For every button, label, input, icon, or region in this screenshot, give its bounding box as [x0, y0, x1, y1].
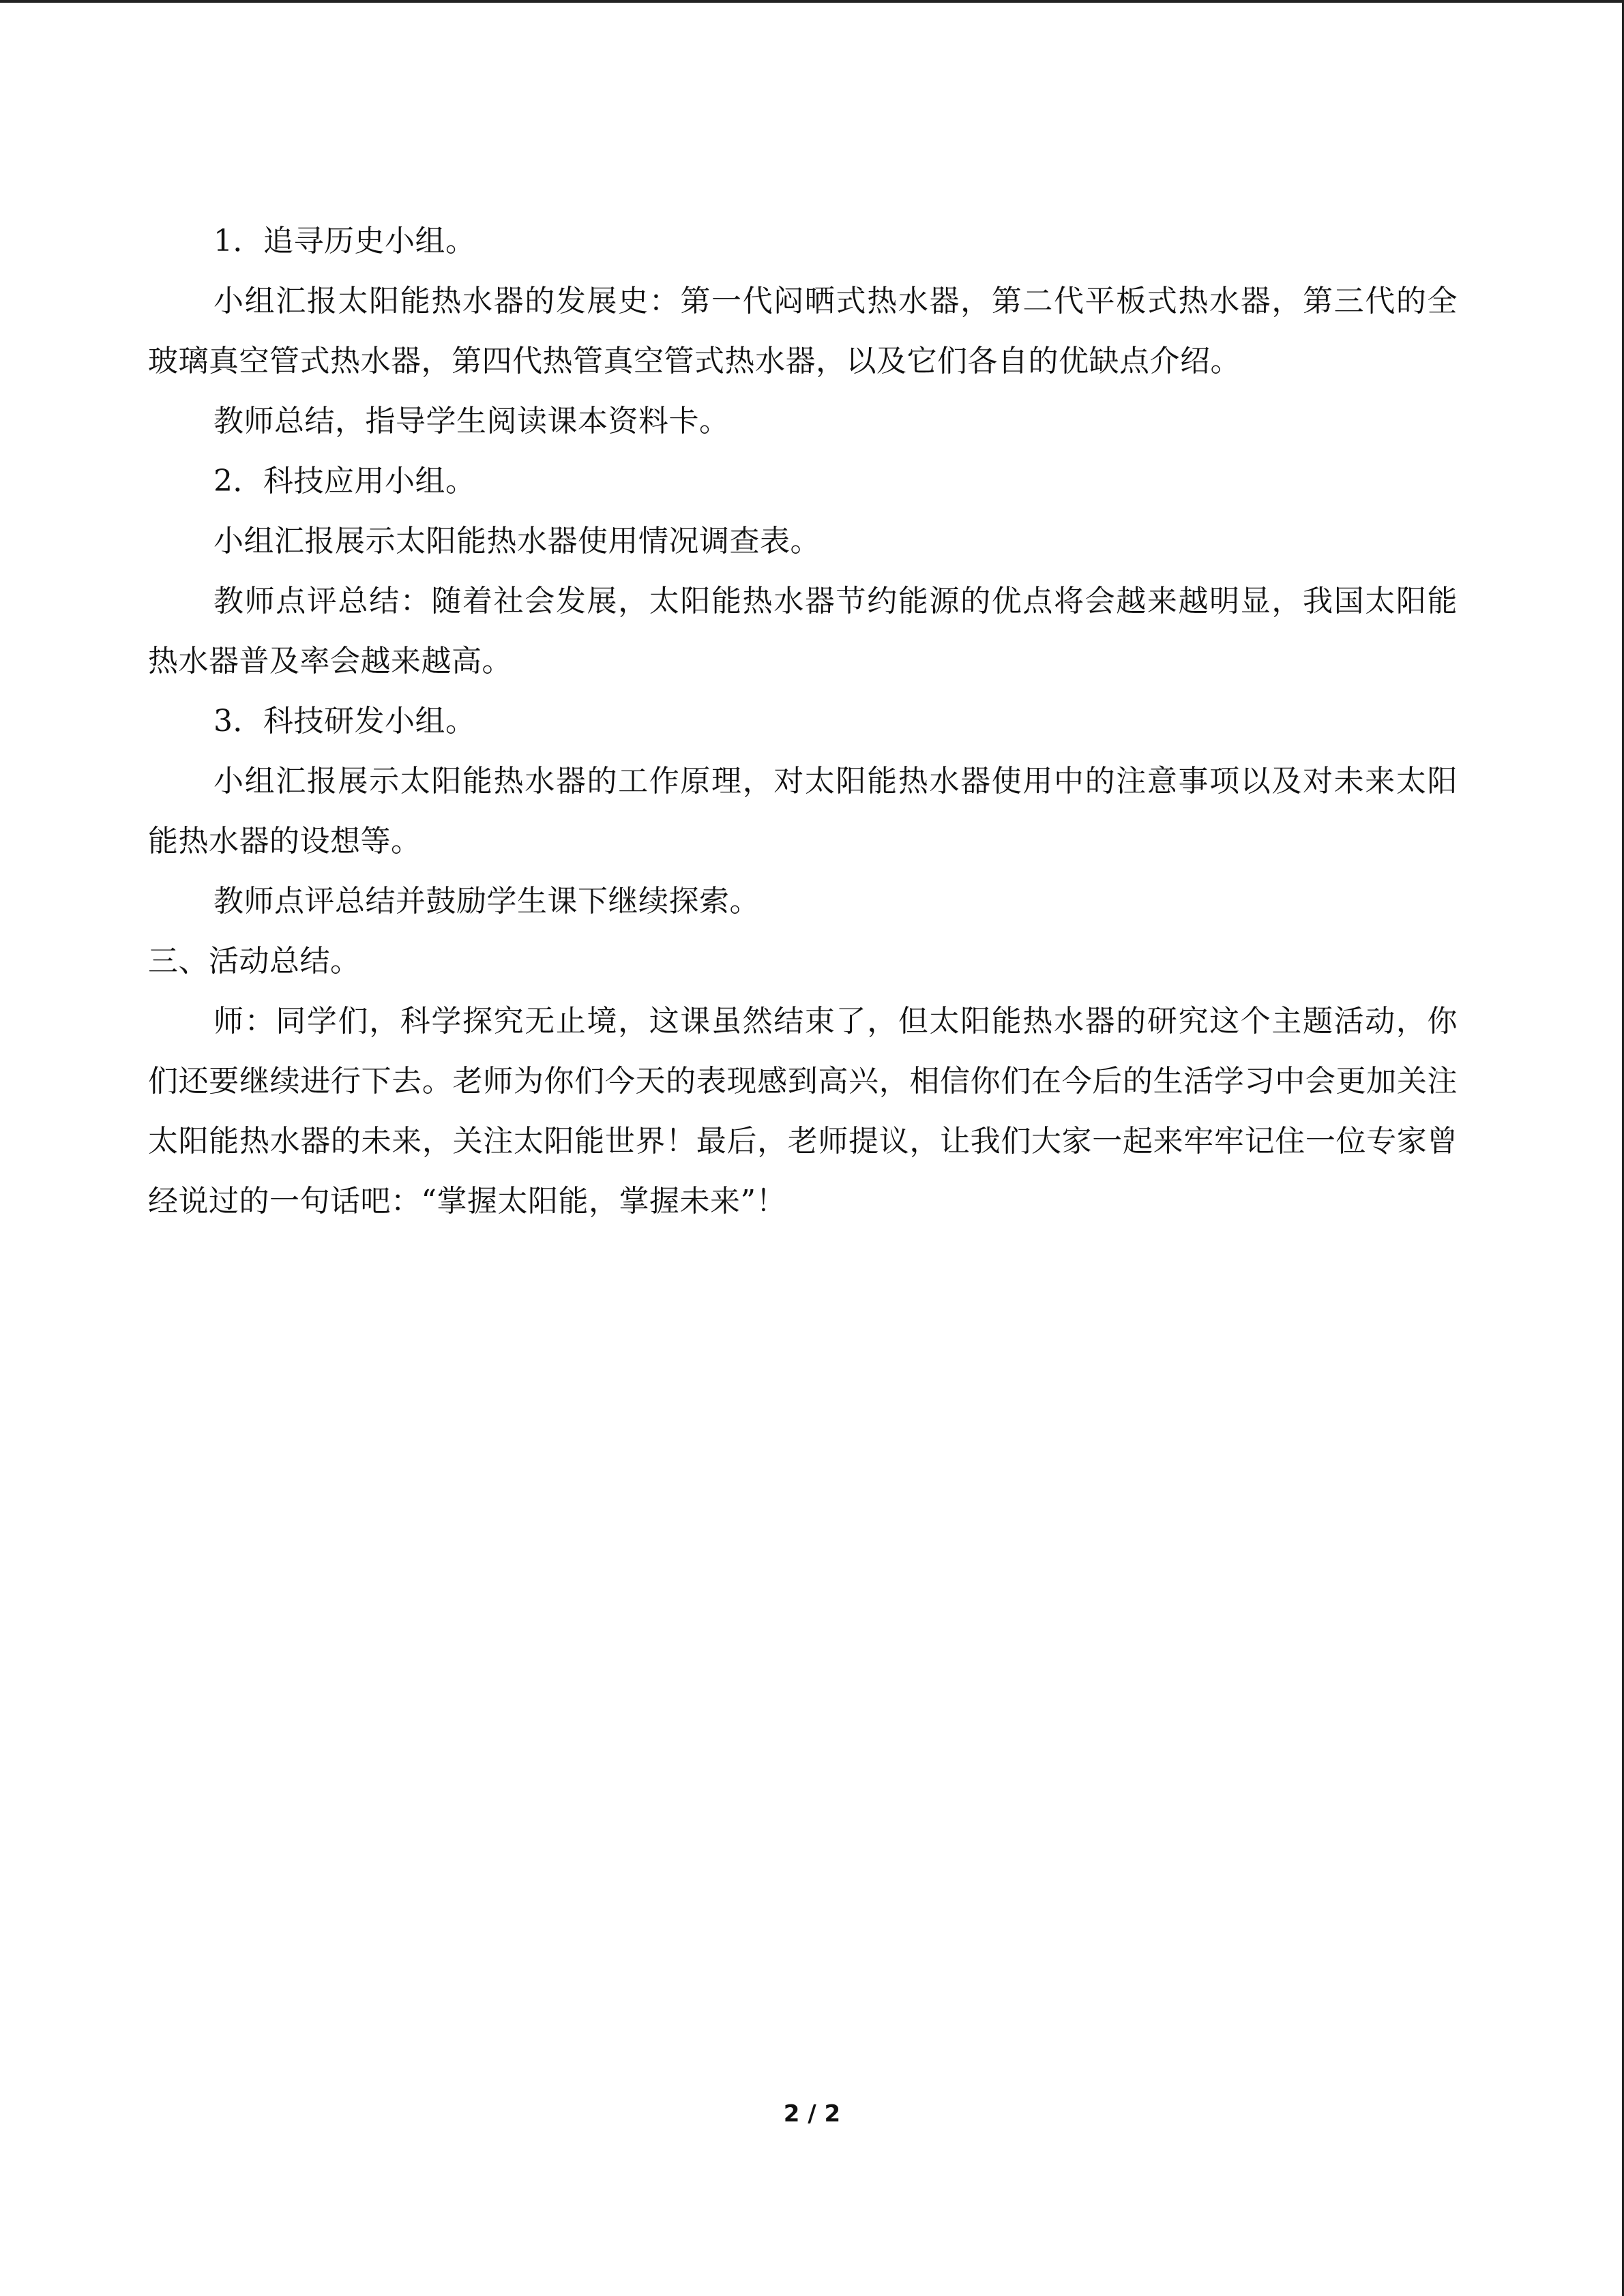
item-2-heading: 2．科技应用小组。	[213, 464, 476, 498]
item-2-teacher-summary: 教师点评总结：随着社会发展，太阳能热水器节约能源的优点将会越来越明显，我国太阳能热水器普及率会越来越高。	[148, 584, 1458, 679]
item-3-teacher-summary: 教师点评总结并鼓励学生课下继续探索。	[213, 884, 760, 919]
page-number: 2 / 2	[783, 2100, 841, 2128]
closing-remarks: 师：同学们，科学探究无止境，这课虽然结束了，但太阳能热水器的研究这个主题活动，你们还要继续进行下去。老师为你们今天的表现感到高兴，相信你们在今后的生活学习中会更加关注太阳能热水器的未来，关注太阳能世界！最后，老师提议，让我们大家一起来牢牢记住一位专家曾经说过的一句话吧：“掌握太阳能，掌握未来”！	[148, 1004, 1458, 1219]
item-1-heading: 1．追寻历史小组。	[213, 224, 476, 258]
item-3-report: 小组汇报展示太阳能热水器的工作原理，对太阳能热水器使用中的注意事项以及对未来太阳能热水器的设想等。	[148, 764, 1458, 859]
item-1-report: 小组汇报太阳能热水器的发展史：第一代闷晒式热水器，第二代平板式热水器，第三代的全玻璃真空管式热水器，第四代热管真空管式热水器，以及它们各自的优缺点介绍。	[148, 284, 1458, 378]
section-3-heading: 三、活动总结。	[148, 944, 361, 979]
top-border	[0, 0, 1624, 3]
item-1-teacher-summary: 教师总结，指导学生阅读课本资料卡。	[213, 404, 730, 438]
item-2-report: 小组汇报展示太阳能热水器使用情况调查表。	[213, 524, 821, 558]
item-3-heading: 3．科技研发小组。	[213, 704, 476, 739]
document-body	[148, 211, 1458, 1232]
